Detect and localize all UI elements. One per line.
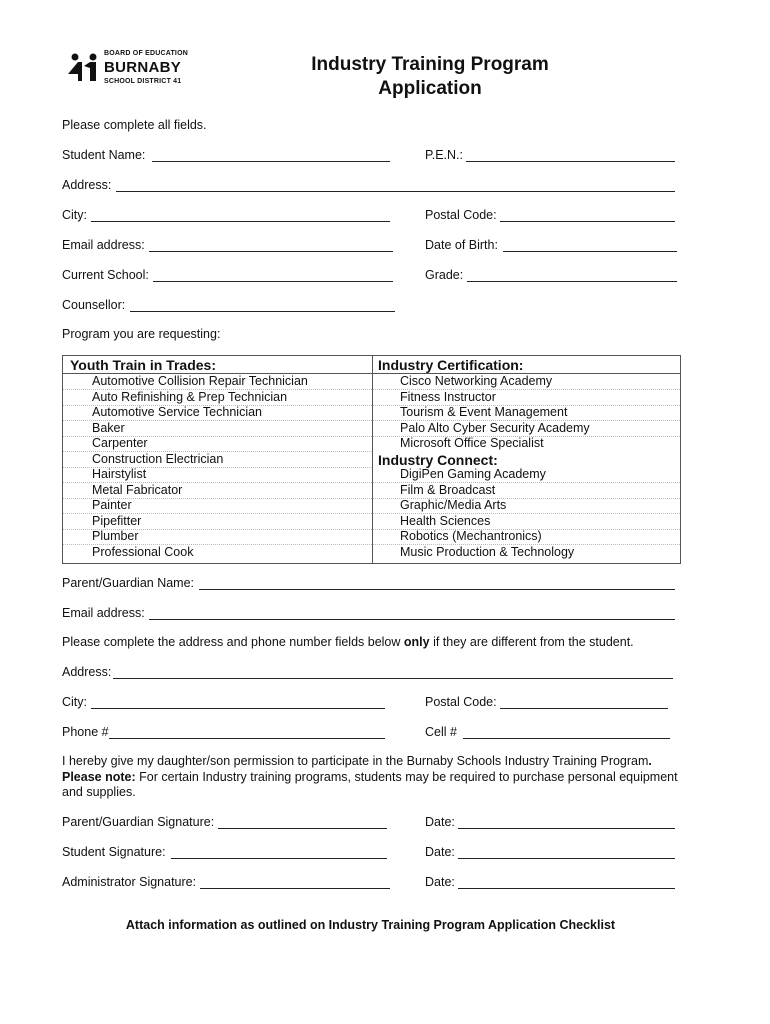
email-field[interactable] — [149, 251, 393, 252]
list-item — [63, 514, 372, 530]
connect-item-1[interactable]: DigiPen Gaming Academy — [400, 467, 546, 481]
youth-item-3[interactable]: Automotive Service Technician — [92, 405, 262, 419]
cert-item-1[interactable]: Cisco Networking Academy — [400, 374, 553, 388]
list-item — [63, 529, 372, 545]
student-signature-label: Student Signature: — [62, 845, 166, 859]
city-label: City: — [62, 208, 87, 222]
logo-burnaby-text: BURNABY — [104, 59, 182, 76]
youth-item-7[interactable]: Hairstylist — [92, 467, 147, 481]
guardian-date-label: Date: — [425, 815, 455, 829]
list-item — [63, 390, 372, 406]
program-prompt: Program you are requesting: — [62, 327, 221, 341]
checklist-footer: Attach information as outlined on Industry Training Program Application Checklist — [125, 918, 616, 932]
list-item — [373, 498, 680, 514]
list-item — [63, 467, 372, 483]
page-title-line2: Application — [378, 78, 482, 99]
student-date-label: Date: — [425, 845, 455, 859]
guardian-signature-field[interactable] — [218, 828, 387, 829]
guardian-city-field[interactable] — [91, 708, 385, 709]
burnaby-logo — [64, 48, 188, 88]
address-note-text: Please complete the address and phone number fields below — [62, 635, 404, 649]
dob-field[interactable] — [503, 251, 677, 252]
grade-label: Grade: — [425, 268, 464, 282]
pen-label: P.E.N.: — [425, 148, 463, 162]
list-item — [63, 405, 372, 421]
list-item — [63, 436, 372, 452]
intro-text: Please complete all fields. — [62, 118, 207, 132]
youth-item-11[interactable]: Plumber — [92, 529, 139, 543]
youth-item-2[interactable]: Auto Refinishing & Prep Technician — [92, 389, 288, 404]
student-date-field[interactable] — [458, 858, 675, 859]
connect-item-6[interactable]: Music Production & Technology — [400, 544, 575, 559]
cell-field[interactable] — [463, 738, 670, 739]
youth-train-header: Youth Train in Trades: — [70, 357, 216, 373]
list-item — [63, 498, 372, 514]
list-item — [373, 390, 680, 406]
list-item — [373, 467, 680, 483]
grade-field[interactable] — [467, 281, 677, 282]
industry-connect-header: Industry Connect: — [378, 452, 498, 468]
admin-signature-field[interactable] — [200, 888, 390, 889]
guardian-city-label: City: — [62, 695, 87, 709]
pen-field[interactable] — [466, 161, 675, 162]
list-item — [63, 374, 372, 390]
note-label: Please note: — [62, 769, 136, 784]
list-item — [373, 405, 680, 421]
email-label: Email address: — [62, 238, 145, 252]
student-name-label: Student Name: — [62, 148, 146, 162]
guardian-name-field[interactable] — [199, 589, 675, 590]
list-item — [373, 374, 680, 390]
admin-date-field[interactable] — [458, 888, 675, 889]
admin-signature-label: Administrator Signature: — [62, 875, 197, 889]
postal-code-field[interactable] — [500, 221, 675, 222]
connect-item-5[interactable]: Robotics (Mechantronics) — [400, 529, 542, 543]
page-title-line1: Industry Training Program — [311, 54, 549, 75]
guardian-signature-label: Parent/Guardian Signature: — [62, 815, 215, 829]
youth-item-9[interactable]: Painter — [92, 498, 132, 512]
cert-item-4[interactable]: Palo Alto Cyber Security Academy — [400, 420, 590, 435]
list-item — [373, 483, 680, 499]
list-item — [63, 545, 372, 560]
current-school-label: Current School: — [62, 268, 149, 282]
cell-label: Cell # — [425, 725, 457, 739]
address-field[interactable] — [116, 191, 675, 192]
list-item — [373, 421, 680, 437]
address-note-emphasis: only — [403, 635, 430, 649]
list-item — [63, 421, 372, 437]
list-item — [373, 529, 680, 545]
list-item — [373, 545, 680, 560]
postal-code-label: Postal Code: — [425, 208, 497, 222]
logo-district-text: SCHOOL DISTRICT 41 — [104, 78, 182, 85]
guardian-address-field[interactable] — [113, 678, 673, 679]
youth-item-5[interactable]: Carpenter — [92, 436, 148, 450]
industry-certification-header: Industry Certification: — [378, 357, 524, 373]
note-text: For certain Industry training programs, students may be required to purchase personal equipment and supplies. — [62, 769, 678, 799]
guardian-address-label: Address: — [62, 665, 112, 679]
district-41-emblem-icon — [66, 52, 102, 82]
phone-field[interactable] — [109, 738, 385, 739]
permission-paragraph — [62, 754, 682, 801]
connect-item-3[interactable]: Graphic/Media Arts — [400, 498, 507, 512]
address-note-text-end: if they are different from the student. — [429, 635, 634, 649]
address-label: Address: — [62, 178, 112, 192]
youth-item-8[interactable]: Metal Fabricator — [92, 482, 183, 497]
list-item — [373, 436, 680, 451]
address-note — [62, 635, 634, 649]
connect-item-2[interactable]: Film & Broadcast — [400, 482, 496, 497]
current-school-field[interactable] — [153, 281, 393, 282]
phone-label: Phone # — [62, 725, 109, 739]
program-table — [62, 355, 681, 564]
student-signature-field[interactable] — [171, 858, 387, 859]
connect-item-4[interactable]: Health Sciences — [400, 513, 491, 528]
list-item — [63, 483, 372, 499]
student-name-field[interactable] — [152, 161, 390, 162]
city-field[interactable] — [91, 221, 390, 222]
permission-period: . — [648, 754, 652, 768]
guardian-email-label: Email address: — [62, 606, 145, 620]
cert-item-3[interactable]: Tourism & Event Management — [400, 405, 568, 419]
youth-item-4[interactable]: Baker — [92, 420, 125, 435]
youth-item-12[interactable]: Professional Cook — [92, 544, 194, 559]
list-item — [63, 452, 372, 468]
guardian-date-field[interactable] — [458, 828, 675, 829]
guardian-postal-field[interactable] — [500, 708, 668, 709]
cert-item-5[interactable]: Microsoft Office Specialist — [400, 436, 544, 450]
list-item — [373, 514, 680, 530]
logo-board-text: BOARD OF EDUCATION — [104, 50, 188, 57]
dob-label: Date of Birth: — [425, 238, 498, 252]
counsellor-label: Counsellor: — [62, 298, 126, 312]
youth-item-6[interactable]: Construction Electrician — [92, 451, 224, 466]
guardian-email-field[interactable] — [149, 619, 675, 620]
admin-date-label: Date: — [425, 875, 455, 889]
counsellor-field[interactable] — [130, 311, 395, 312]
youth-item-1[interactable]: Automotive Collision Repair Technician — [92, 374, 308, 388]
permission-text: I hereby give my daughter/son permission to participate in the Burnaby Schools Industry Training Program — [62, 754, 649, 768]
cert-item-2[interactable]: Fitness Instructor — [400, 389, 496, 404]
guardian-name-label: Parent/Guardian Name: — [62, 576, 195, 590]
guardian-postal-label: Postal Code: — [425, 695, 497, 709]
youth-item-10[interactable]: Pipefitter — [92, 513, 142, 528]
